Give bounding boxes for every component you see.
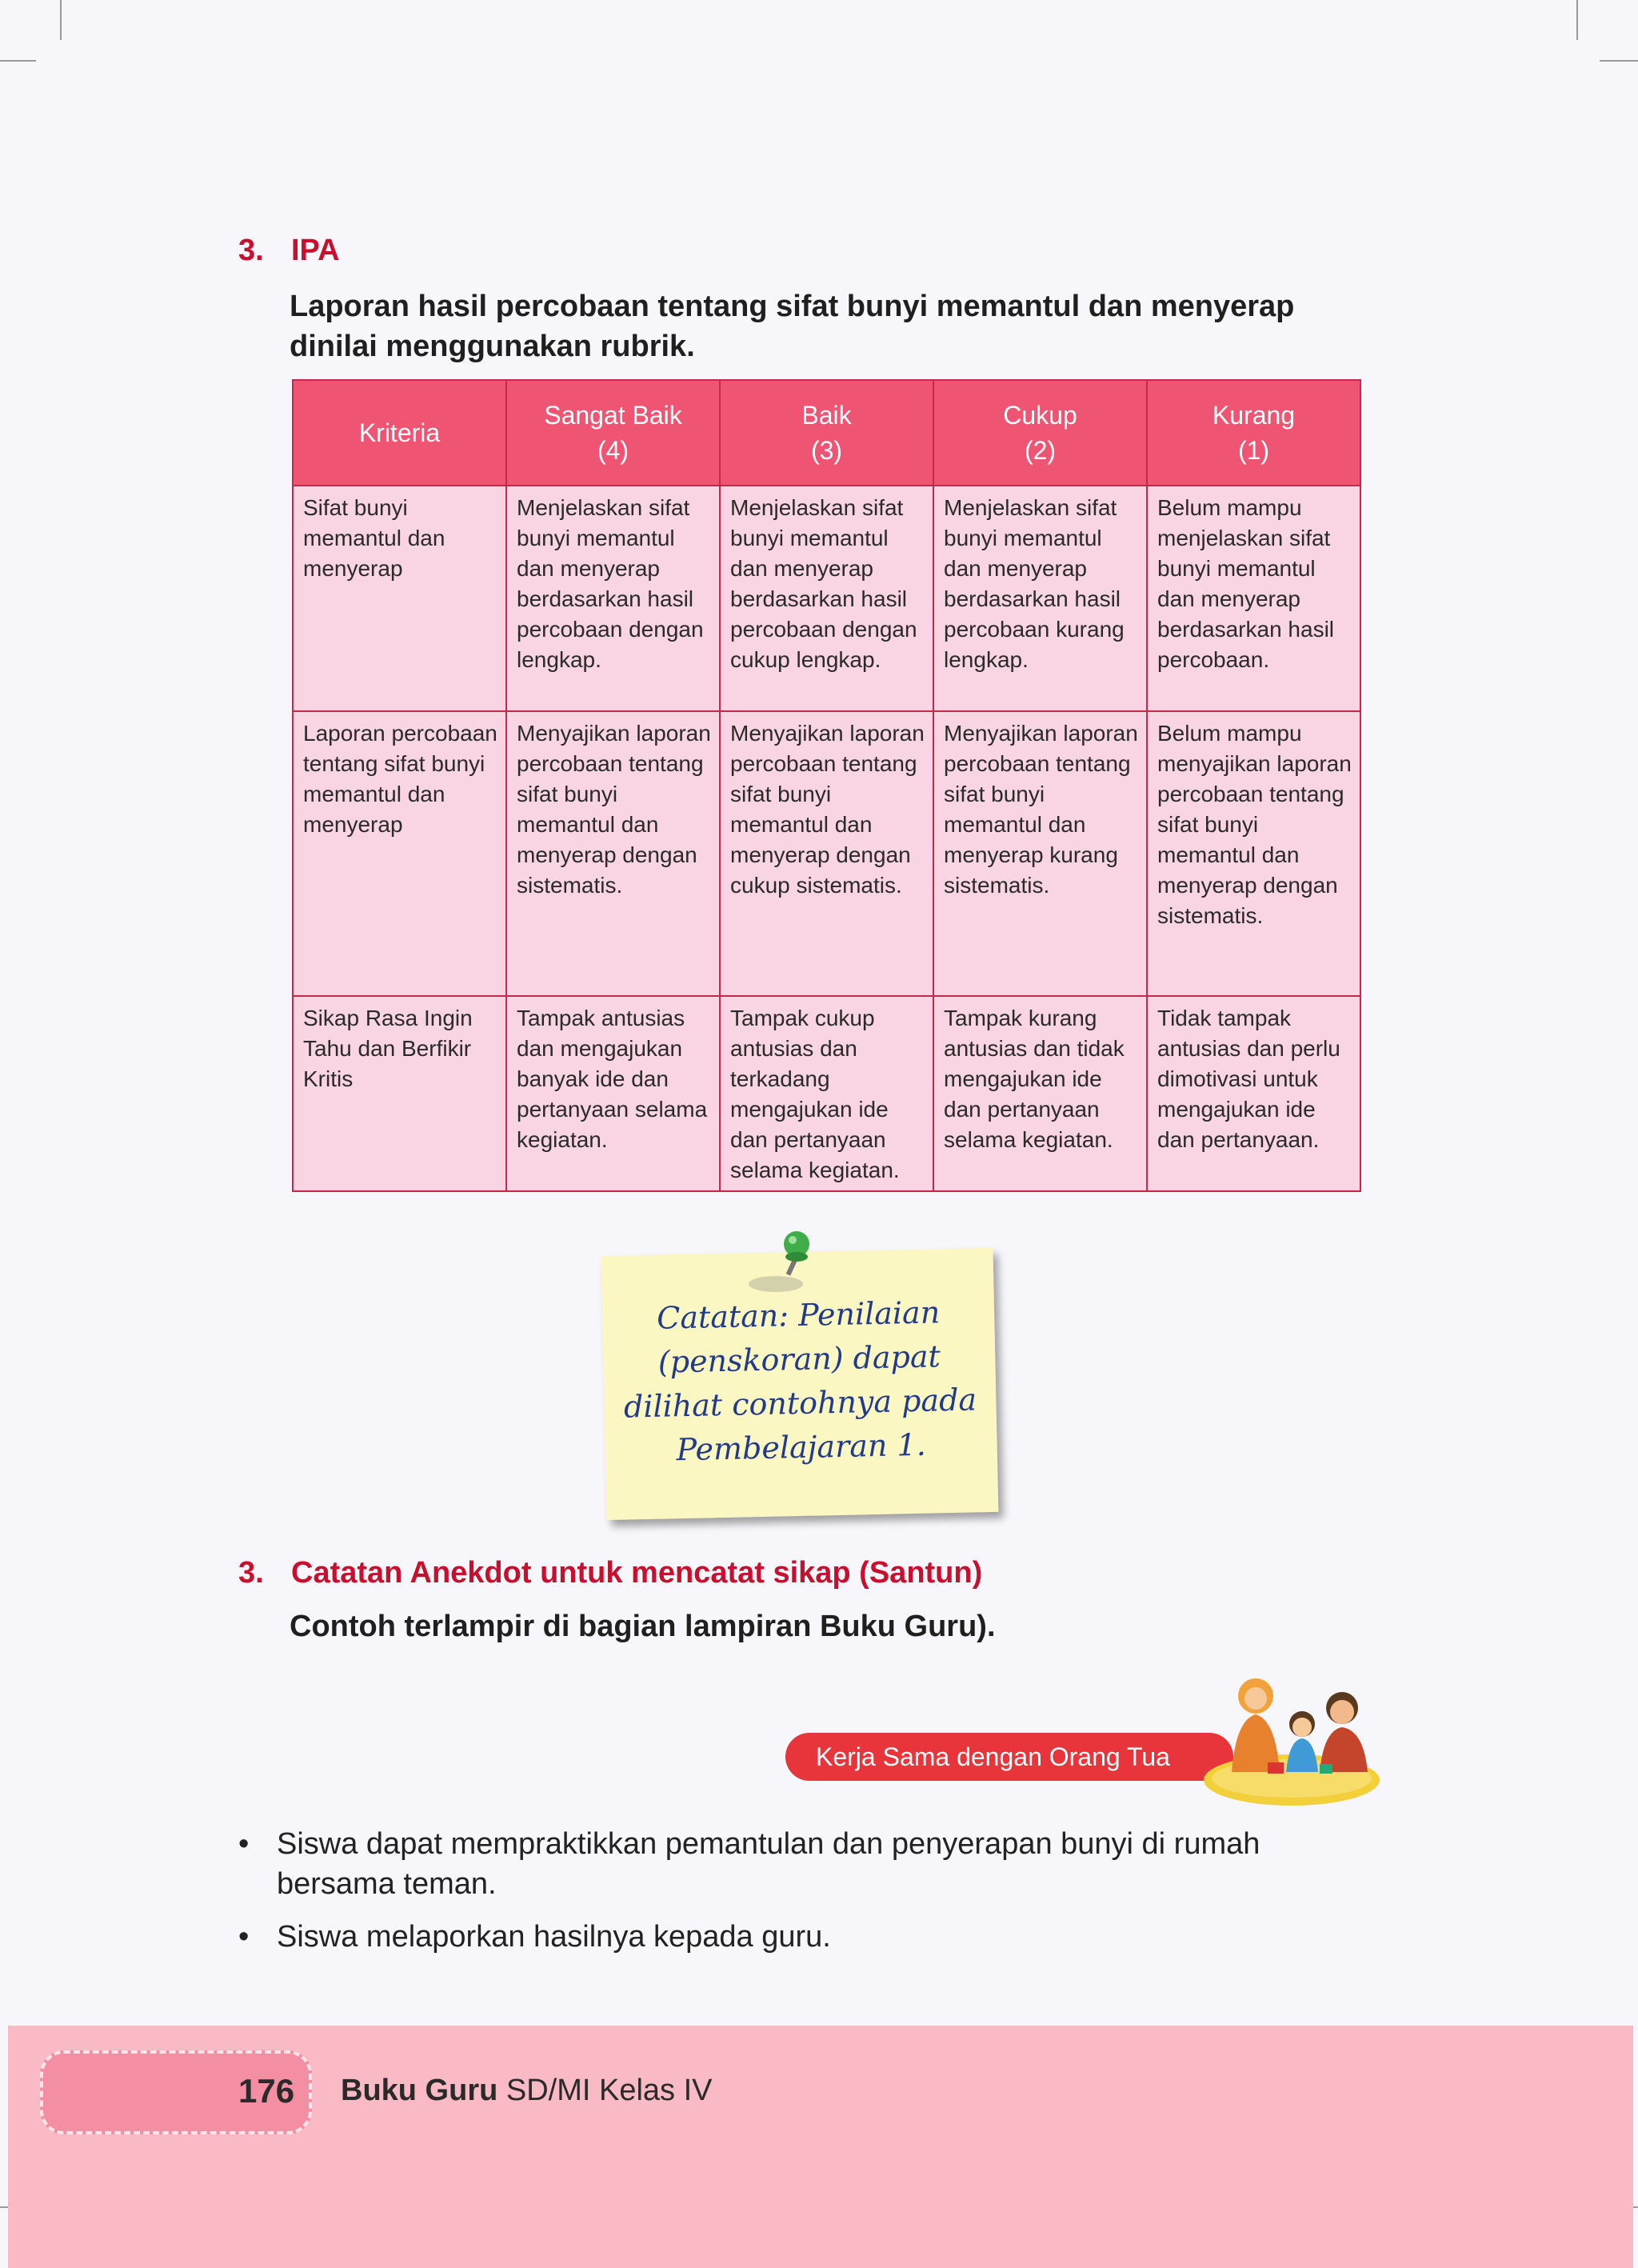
table-cell: Belum mampu menjelaskan sifat bunyi memantul dan menyerap berdasarkan hasil percobaan.	[1147, 486, 1360, 711]
header-score: (1)	[1237, 436, 1270, 465]
header-cukup	[933, 380, 1147, 486]
bullet-text: Siswa melaporkan hasilnya kepada guru.	[277, 1920, 831, 1954]
bullet-dot: •	[238, 1920, 250, 1954]
bullet-item	[238, 1917, 1396, 1957]
book-title-rest: SD/MI Kelas IV	[497, 2074, 713, 2107]
table-cell: Belum mampu menyajikan laporan percobaan tentang sifat bunyi memantul dan menyerap dengan sistematis.	[1147, 711, 1360, 996]
header-sangat-baik	[506, 380, 720, 486]
header-label: Sangat Baik	[544, 401, 682, 430]
table-cell: Tidak tampak antusias dan perlu dimotivasi untuk mengajukan ide dan pertanyaan.	[1147, 996, 1360, 1191]
table-cell: Menyajikan laporan percobaan tentang sifat bunyi memantul dan menyerap dengan sistematis.	[506, 711, 720, 996]
bullet-text: Siswa dapat mempraktikkan pemantulan dan penyerapan bunyi di rumah	[277, 1827, 1260, 1861]
note-line: Catatan: Penilaian	[656, 1294, 941, 1336]
header-label: Kurang	[1212, 401, 1296, 430]
header-kurang	[1147, 380, 1360, 486]
crop-mark	[60, 0, 62, 40]
table-cell: Tampak cukup antusias dan terkadang mengajukan ide dan pertanyaan selama kegiatan.	[720, 996, 933, 1191]
table-cell: Menjelaskan sifat bunyi memantul dan menyerap berdasarkan hasil percobaan dengan cukup lengkap.	[720, 486, 933, 711]
header-score: (2)	[1024, 436, 1057, 465]
book-title-bold: Buku Guru	[341, 2074, 498, 2107]
table-cell: Menyajikan laporan percobaan tentang sifat bunyi memantul dan menyerap dengan cukup sistematis.	[720, 711, 933, 996]
section-anekdot-heading	[238, 1556, 982, 1590]
note-line: dilihat contohnya pada	[623, 1382, 977, 1425]
crop-mark	[1576, 0, 1578, 40]
header-score: (3)	[810, 436, 843, 465]
section-title: IPA	[291, 234, 340, 267]
crop-mark	[1600, 60, 1638, 62]
table-cell: Tampak antusias dan mengajukan banyak ide dan pertanyaan selama kegiatan.	[506, 996, 720, 1191]
note-line: Pembelajaran 1.	[676, 1426, 927, 1468]
header-kriteria	[293, 380, 506, 486]
table-row	[293, 711, 1360, 996]
crop-mark	[0, 60, 36, 62]
bullet-text: bersama teman.	[277, 1867, 497, 1901]
table-row	[293, 996, 1360, 1191]
table-cell: Menjelaskan sifat bunyi memantul dan menyerap berdasarkan hasil percobaan dengan lengkap.	[506, 486, 720, 711]
header-score: (4)	[597, 436, 629, 465]
section-ipa-intro	[290, 286, 1294, 366]
rubric-header-row	[293, 380, 1360, 486]
section-anekdot-body: Contoh terlampir di bagian lampiran Buku Guru).	[290, 1610, 996, 1643]
section-ipa-heading	[238, 234, 340, 268]
table-row	[293, 486, 1360, 711]
section-number: 3.	[238, 1556, 264, 1590]
note-text	[602, 1290, 997, 1474]
header-label: Kriteria	[358, 418, 441, 447]
table-cell: Menjelaskan sifat bunyi memantul dan menyerap berdasarkan hasil percobaan kurang lengkap.	[933, 486, 1147, 711]
book-title	[341, 2074, 713, 2108]
table-cell: Sikap Rasa Ingin Tahu dan Berfikir Kritis	[293, 996, 506, 1191]
bullet-dot: •	[238, 1827, 250, 1861]
bullet-item	[238, 1824, 1396, 1904]
table-cell: Sifat bunyi memantul dan menyerap	[293, 486, 506, 711]
header-label: Baik	[801, 401, 852, 430]
header-baik	[720, 380, 933, 486]
intro-line: Laporan hasil percobaan tentang sifat bunyi memantul dan menyerap	[290, 290, 1295, 323]
table-cell: Laporan percobaan tentang sifat bunyi memantul dan menyerap	[293, 711, 506, 996]
intro-line: dinilai menggunakan rubrik.	[290, 330, 695, 363]
kerja-sama-label: Kerja Sama dengan Orang Tua	[785, 1733, 1233, 1781]
page-number: 176	[238, 2072, 295, 2110]
section-title: Catatan Anekdot untuk mencatat sikap (Santun)	[291, 1556, 983, 1590]
table-cell: Menyajikan laporan percobaan tentang sifat bunyi memantul dan menyerap kurang sistematis.	[933, 711, 1147, 996]
section-number: 3.	[238, 234, 264, 267]
note-line: (penskoran) dapat	[657, 1338, 941, 1380]
table-cell: Tampak kurang antusias dan tidak mengajukan ide dan pertanyaan selama kegiatan.	[933, 996, 1147, 1191]
parent-child-family-icon	[1200, 1668, 1384, 1808]
pushpin-icon	[736, 1228, 832, 1296]
header-label: Cukup	[1003, 401, 1077, 430]
rubric-table	[292, 379, 1361, 1192]
